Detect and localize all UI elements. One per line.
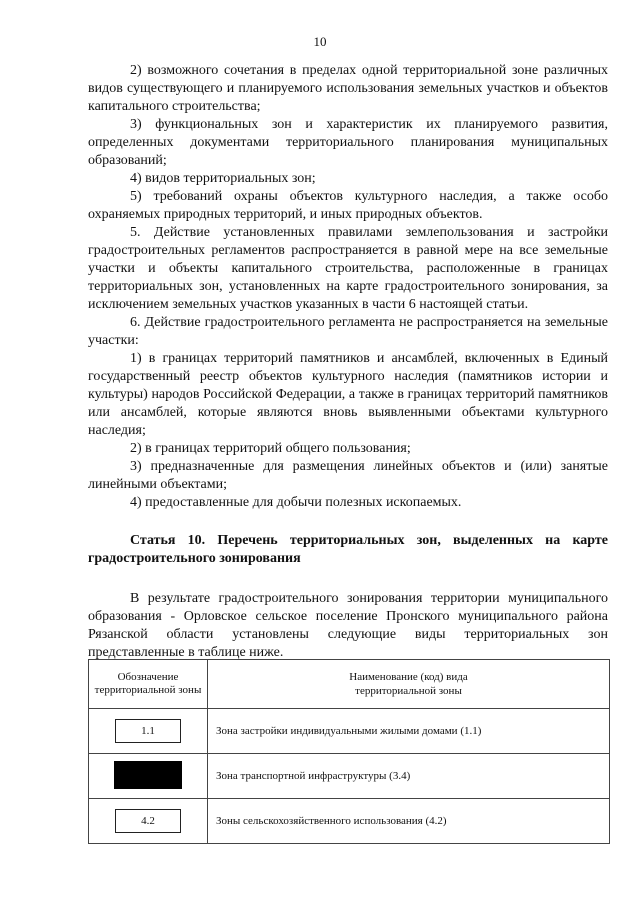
table-row <box>89 754 610 799</box>
zone-code-cell <box>89 799 208 844</box>
zone-name: Зона застройки индивидуальными жилыми домами (1.1) <box>208 709 610 754</box>
header-name-line2: территориальной зоны <box>355 685 462 697</box>
paragraph: 5) требований охраны объектов культурного наследия, а также особо охраняемых природных территорий, и иных природных объектов. <box>88 189 608 222</box>
paragraph: 6. Действие градостроительного регламента не распространяется на земельные участки: <box>88 315 608 348</box>
paragraph: 3) предназначенные для размещения линейных объектов и (или) занятые линейными объектами; <box>88 459 608 492</box>
paragraph: 3) функциональных зон и характеристик их планируемого развития, определенных документами территориального планирования муниципальных образований; <box>88 117 608 168</box>
table-row <box>89 799 610 844</box>
table-row <box>89 709 610 754</box>
header-name-line1: Наименование (код) вида <box>349 671 468 683</box>
zones-table <box>88 659 610 844</box>
paragraph: 4) видов территориальных зон; <box>130 171 316 186</box>
document-body <box>88 62 608 662</box>
page-number: 10 <box>313 34 327 49</box>
zone-code-cell <box>89 709 208 754</box>
zone-name: Зоны сельскохозяйственного использования (4.2) <box>208 799 610 844</box>
table-header-row <box>89 660 610 709</box>
article-heading: Статья 10. Перечень территориальных зон, выделенных на карте градостроительного зонирования <box>88 533 608 566</box>
zone-code-cell <box>89 754 208 799</box>
paragraph: 4) предоставленные для добычи полезных ископаемых. <box>130 495 462 510</box>
paragraph: 1) в границах территорий памятников и ансамблей, включенных в Единый государственный реестр объектов культурного наследия (памятников истории и культуры) народов Российской Федерации, а также в границах территорий памятников или ансамблей, которые являются вновь выявленными объектами культурного наследия; <box>88 351 608 438</box>
paragraph: 5. Действие установленных правилами землепользования и застройки градостроительных регламентов распространяется в равной мере на все земельные участки и объекты капитального строительства, расположенные в границах территориальных зон, установленных на карте градостроительного зонирования, за исключением земельных участков указанных в части 6 настоящей статьи. <box>88 225 608 312</box>
paragraph: 2) в границах территорий общего пользования; <box>130 441 411 456</box>
article-intro: В результате градостроительного зонирования территории муниципального образования - Орловское сельское поселение Пронского муниципального района Рязанской области установлены следующие виды территориальных зон представленные в таблице ниже. <box>88 591 608 660</box>
zone-legend-swatch: 1.1 <box>115 719 181 743</box>
paragraph: 2) возможного сочетания в пределах одной территориальной зоне различных видов существующего и планируемого использования земельных участков и объектов капитального строительства; <box>88 63 608 114</box>
zone-legend-swatch: 4.2 <box>115 809 181 833</box>
zone-name: Зона транспортной инфраструктуры (3.4) <box>208 754 610 799</box>
zone-legend-swatch <box>114 761 182 789</box>
header-name <box>208 660 610 709</box>
header-code: Обозначение территориальной зоны <box>89 660 208 709</box>
